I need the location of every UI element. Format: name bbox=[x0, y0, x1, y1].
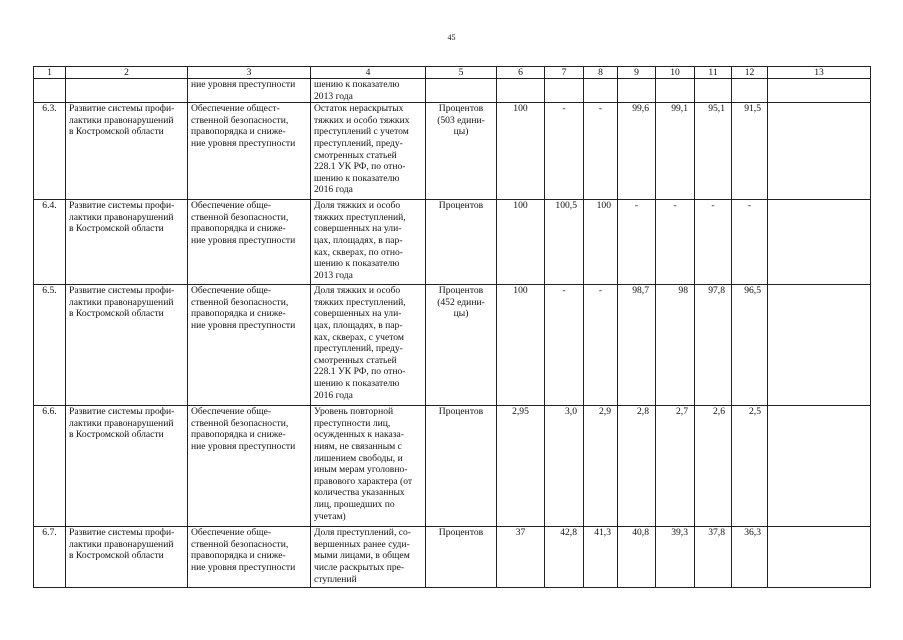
text-line: в Костромской области bbox=[69, 429, 164, 441]
text-line: (452 едини- bbox=[437, 296, 485, 308]
text-line: 2016 года bbox=[314, 184, 353, 196]
text-line: ственной безопасности, bbox=[191, 538, 289, 550]
value-cell: 36,3 bbox=[732, 527, 768, 588]
note-cell bbox=[768, 406, 871, 527]
text-line: количества указанных bbox=[314, 487, 405, 499]
text-line: 228.1 УК РФ, по отно- bbox=[314, 366, 406, 378]
text-line: правопорядка и сниже- bbox=[191, 429, 286, 441]
table-row bbox=[34, 285, 871, 406]
text-line: ние уровня преступности bbox=[191, 319, 296, 331]
header-cell: 2 bbox=[66, 67, 188, 79]
unit-cell bbox=[426, 527, 497, 588]
goal-cell bbox=[188, 527, 311, 588]
text-line: 2013 года bbox=[314, 269, 353, 281]
cell-empty bbox=[618, 79, 656, 103]
text-line: цах, площадях, в пар- bbox=[314, 319, 403, 331]
goal-cell bbox=[188, 200, 311, 285]
value-cell: 2,8 bbox=[618, 406, 656, 527]
text-line: лактики правонарушений bbox=[69, 538, 174, 550]
indicator-cell bbox=[311, 527, 426, 588]
value-cell: 37 bbox=[497, 527, 545, 588]
note-cell bbox=[768, 527, 871, 588]
text-line: числе раскрытых пре- bbox=[314, 561, 405, 573]
text-line: преступлений с учетом bbox=[314, 126, 409, 138]
value-cell: 95,1 bbox=[695, 103, 732, 200]
text-line: ние уровня преступности bbox=[191, 234, 296, 246]
value-cell: 2,95 bbox=[497, 406, 545, 527]
goal-cell bbox=[188, 406, 311, 527]
text-line: шению к показателю bbox=[314, 79, 400, 90]
text-line: 2013 года bbox=[314, 90, 353, 102]
indicator-cell bbox=[311, 406, 426, 527]
value-cell: 40,8 bbox=[618, 527, 656, 588]
cell-empty bbox=[34, 79, 66, 103]
text-line: лактики правонарушений bbox=[69, 417, 174, 429]
value-cell: 100 bbox=[497, 200, 545, 285]
text-line: 2016 года bbox=[314, 389, 353, 401]
text-line: 228.1 УК РФ, по отно- bbox=[314, 161, 406, 173]
text-line: (503 едини- bbox=[437, 114, 485, 126]
text-line: ниям, не связанным с bbox=[314, 440, 402, 452]
table-body bbox=[34, 67, 871, 588]
text-line: Процентов bbox=[438, 285, 484, 297]
text-line: лактики правонарушений bbox=[69, 211, 174, 223]
text-line: совершенных на ули- bbox=[314, 308, 402, 320]
value-cell: 98,7 bbox=[618, 285, 656, 406]
text-line: в Костромской области bbox=[69, 126, 164, 138]
text-line: правопорядка и сниже- bbox=[191, 126, 286, 138]
value-cell: 91,5 bbox=[732, 103, 768, 200]
note-cell bbox=[768, 200, 871, 285]
header-cell: 9 bbox=[618, 67, 656, 79]
indicator-cell bbox=[311, 285, 426, 406]
text-line: Развитие системы профи- bbox=[69, 527, 175, 539]
table-row bbox=[34, 103, 871, 200]
goal-cell bbox=[188, 103, 311, 200]
value-cell: - bbox=[732, 200, 768, 285]
value-cell: 97,8 bbox=[695, 285, 732, 406]
text-line: совершенных на ули- bbox=[314, 223, 402, 235]
header-cell: 7 bbox=[545, 67, 584, 79]
value-cell: 2,6 bbox=[695, 406, 732, 527]
value-cell: - bbox=[695, 200, 732, 285]
note-cell bbox=[768, 285, 871, 406]
value-cell: 100 bbox=[497, 103, 545, 200]
cell-empty bbox=[732, 79, 768, 103]
text-line: Развитие системы профи- bbox=[69, 406, 175, 418]
value-cell: 41,3 bbox=[584, 527, 618, 588]
cell-empty bbox=[656, 79, 695, 103]
continuation-indicator bbox=[311, 79, 426, 103]
text-line: Обеспечение обще- bbox=[191, 200, 272, 212]
text-line: цы) bbox=[453, 308, 469, 320]
text-line: в Костромской области bbox=[69, 550, 164, 562]
text-line: лактики правонарушений bbox=[69, 114, 174, 126]
row-number: 6.4. bbox=[34, 200, 66, 285]
header-cell: 10 bbox=[656, 67, 695, 79]
text-line: ках, скверах, по отно- bbox=[314, 246, 403, 258]
text-line: тяжких и особо тяжких bbox=[314, 114, 410, 126]
program-cell bbox=[66, 527, 188, 588]
value-cell: - bbox=[618, 200, 656, 285]
value-cell: 100 bbox=[584, 200, 618, 285]
text-line: Остаток нераскрытых bbox=[314, 103, 404, 115]
text-line: Уровень повторной bbox=[314, 406, 394, 418]
row-number: 6.5. bbox=[34, 285, 66, 406]
row-number: 6.6. bbox=[34, 406, 66, 527]
text-line: правопорядка и сниже- bbox=[191, 550, 286, 562]
text-line: правопорядка и сниже- bbox=[191, 308, 286, 320]
text-line: преступлений, преду- bbox=[314, 137, 403, 149]
text-line: правового характера (от bbox=[314, 475, 413, 487]
text-line: ние уровня преступности bbox=[191, 137, 296, 149]
text-line: тяжких преступлений, bbox=[314, 211, 406, 223]
value-cell: 99,6 bbox=[618, 103, 656, 200]
header-cell: 6 bbox=[497, 67, 545, 79]
text-line: иным мерам уголовно- bbox=[314, 464, 408, 476]
value-cell: 2,7 bbox=[656, 406, 695, 527]
unit-cell bbox=[426, 103, 497, 200]
text-line: шению к показателю bbox=[314, 172, 400, 184]
program-cell bbox=[66, 200, 188, 285]
text-line: Обеспечение обще- bbox=[191, 406, 272, 418]
header-cell: 12 bbox=[732, 67, 768, 79]
text-line: Развитие системы профи- bbox=[69, 200, 175, 212]
header-cell: 11 bbox=[695, 67, 732, 79]
cell-empty bbox=[66, 79, 188, 103]
cell-empty bbox=[695, 79, 732, 103]
value-cell: 3,0 bbox=[545, 406, 584, 527]
header-cell: 4 bbox=[311, 67, 426, 79]
unit-cell bbox=[426, 285, 497, 406]
text-line: смотренных статьей bbox=[314, 354, 397, 366]
value-cell: - bbox=[545, 285, 584, 406]
value-cell: 2,5 bbox=[732, 406, 768, 527]
text-line: осужденных к наказа- bbox=[314, 429, 404, 441]
column-number-header bbox=[34, 67, 871, 79]
text-line: Процентов bbox=[438, 527, 484, 539]
header-cell: 13 bbox=[768, 67, 871, 79]
value-cell: - bbox=[545, 103, 584, 200]
header-cell: 5 bbox=[426, 67, 497, 79]
cell-empty bbox=[426, 79, 497, 103]
text-line: Доля тяжких и особо bbox=[314, 285, 401, 297]
indicator-cell bbox=[311, 200, 426, 285]
text-line: преступности лиц, bbox=[314, 417, 391, 429]
value-cell: - bbox=[584, 285, 618, 406]
text-line: ственной безопасности, bbox=[191, 296, 289, 308]
text-line: шению к показателю bbox=[314, 258, 400, 270]
program-cell bbox=[66, 285, 188, 406]
indicator-cell bbox=[311, 103, 426, 200]
text-line: цы) bbox=[453, 126, 469, 138]
text-line: Доля преступлений, со- bbox=[314, 527, 411, 539]
value-cell: 39,3 bbox=[656, 527, 695, 588]
text-line: ках, скверах, с учетом bbox=[314, 331, 404, 343]
value-cell: 42,8 bbox=[545, 527, 584, 588]
text-line: преступлений, преду- bbox=[314, 343, 403, 355]
table-row bbox=[34, 406, 871, 527]
table-row bbox=[34, 200, 871, 285]
text-line: ственной безопасности, bbox=[191, 417, 289, 429]
text-line: ние уровня преступности bbox=[191, 561, 296, 573]
indicators-table bbox=[33, 66, 871, 588]
cell-empty bbox=[497, 79, 545, 103]
unit-cell bbox=[426, 200, 497, 285]
header-cell: 1 bbox=[34, 67, 66, 79]
value-cell: - bbox=[656, 200, 695, 285]
text-line: тяжких преступлений, bbox=[314, 296, 406, 308]
value-cell: 100 bbox=[497, 285, 545, 406]
text-line: цах, площадях, в пар- bbox=[314, 234, 403, 246]
text-line: ние уровня преступности bbox=[191, 440, 296, 452]
value-cell: 2,9 bbox=[584, 406, 618, 527]
text-line: учетам) bbox=[314, 510, 346, 522]
text-line: в Костромской области bbox=[69, 308, 164, 320]
cell-empty bbox=[584, 79, 618, 103]
text-line: Развитие системы профи- bbox=[69, 103, 175, 115]
text-line: мыми лицами, в общем bbox=[314, 550, 410, 562]
text-line: правопорядка и сниже- bbox=[191, 223, 286, 235]
value-cell: 96,5 bbox=[732, 285, 768, 406]
text-line: смотренных статьей bbox=[314, 149, 397, 161]
value-cell: - bbox=[584, 103, 618, 200]
program-cell bbox=[66, 406, 188, 527]
cell-empty bbox=[545, 79, 584, 103]
value-cell: 99,1 bbox=[656, 103, 695, 200]
text-line: Процентов bbox=[438, 103, 484, 115]
table-row bbox=[34, 527, 871, 588]
text-line: Процентов bbox=[438, 406, 484, 418]
text-line: лиц, прошедших по bbox=[314, 498, 395, 510]
unit-cell bbox=[426, 406, 497, 527]
text-line: ственной безопасности, bbox=[191, 211, 289, 223]
continuation-row bbox=[34, 79, 871, 103]
text-line: Процентов bbox=[438, 200, 484, 212]
text-line: в Костромской области bbox=[69, 223, 164, 235]
text-line: Обеспечение обще- bbox=[191, 285, 272, 297]
text-line: ственной безопасности, bbox=[191, 114, 289, 126]
text-line: лишением свободы, и bbox=[314, 452, 403, 464]
program-cell bbox=[66, 103, 188, 200]
cell-empty bbox=[768, 79, 871, 103]
text-line: ступлений bbox=[314, 573, 357, 585]
text-line: лактики правонарушений bbox=[69, 296, 174, 308]
goal-cell bbox=[188, 285, 311, 406]
row-number: 6.7. bbox=[34, 527, 66, 588]
header-cell: 3 bbox=[188, 67, 311, 79]
text-line: Обеспечение общест- bbox=[191, 103, 280, 115]
text-line: Обеспечение обще- bbox=[191, 527, 272, 539]
row-number: 6.3. bbox=[34, 103, 66, 200]
page-number: 45 bbox=[447, 33, 456, 42]
value-cell: 98 bbox=[656, 285, 695, 406]
note-cell bbox=[768, 103, 871, 200]
value-cell: 100,5 bbox=[545, 200, 584, 285]
text-line: Доля тяжких и особо bbox=[314, 200, 401, 212]
value-cell: 37,8 bbox=[695, 527, 732, 588]
header-cell: 8 bbox=[584, 67, 618, 79]
text-line: шению к показателю bbox=[314, 377, 400, 389]
continuation-goal: ние уровня преступности bbox=[188, 79, 311, 103]
text-line: Развитие системы профи- bbox=[69, 285, 175, 297]
text-line: вершенных ранее суди- bbox=[314, 538, 410, 550]
